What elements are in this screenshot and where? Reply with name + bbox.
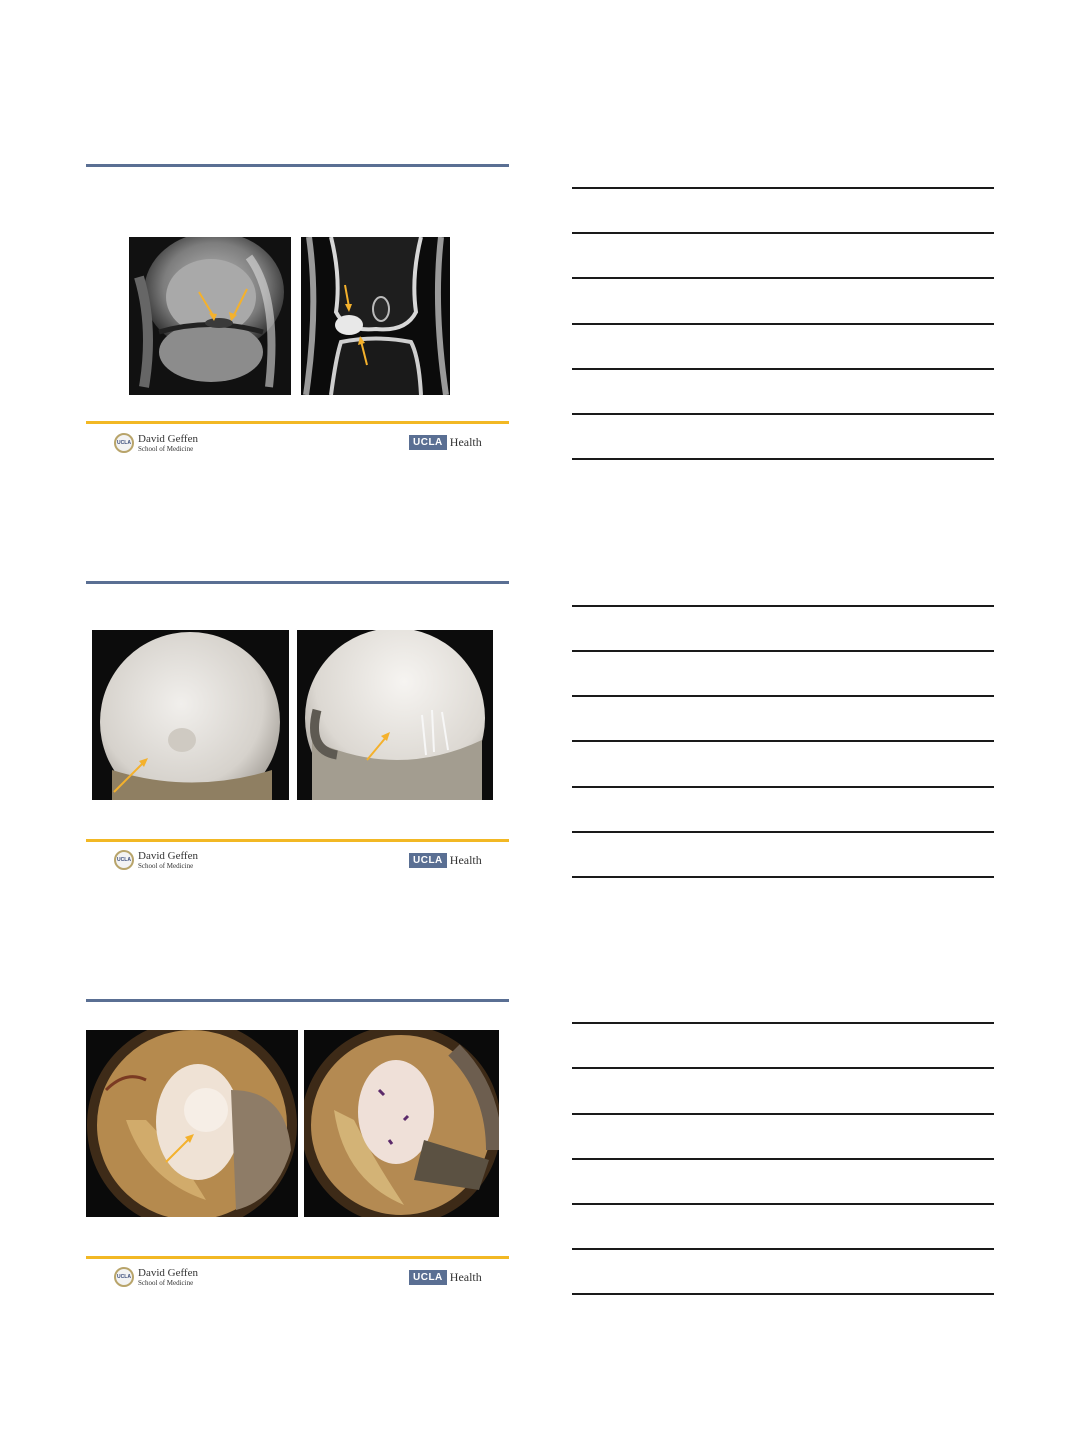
school-name-line2: School of Medicine xyxy=(138,861,194,870)
health-wordmark: Health xyxy=(449,1270,482,1284)
dgsom-logo xyxy=(114,1267,198,1287)
note-line xyxy=(572,1113,994,1115)
note-line xyxy=(572,1067,994,1069)
school-name-line1: David Geffen xyxy=(138,1266,198,1279)
ucla-wordmark: UCLA xyxy=(409,853,447,868)
slide-3 xyxy=(86,0,509,1310)
ucla-wordmark: UCLA xyxy=(409,1270,447,1285)
note-line xyxy=(572,1248,994,1250)
ucla-wordmark: UCLA xyxy=(409,435,447,450)
school-name-line1: David Geffen xyxy=(138,849,198,862)
school-name-line2: School of Medicine xyxy=(138,444,194,453)
arthroscopy-lesion-image-1 xyxy=(86,1030,298,1217)
health-wordmark: Health xyxy=(449,435,482,449)
note-line xyxy=(572,1158,994,1160)
ucla-health-logo xyxy=(409,1270,482,1285)
health-wordmark: Health xyxy=(449,853,482,867)
ucla-seal-icon: UCLA xyxy=(114,433,134,453)
notes-area-3 xyxy=(572,0,994,1310)
ucla-seal-icon: UCLA xyxy=(114,1267,134,1287)
note-line xyxy=(572,1293,994,1295)
school-name-line2: School of Medicine xyxy=(138,1278,194,1287)
note-line xyxy=(572,1022,994,1024)
arthroscopy-lesion-image-2 xyxy=(304,1030,499,1217)
slide-top-rule xyxy=(86,999,509,1002)
slide-bottom-rule xyxy=(86,1256,509,1259)
school-name-line1: David Geffen xyxy=(138,432,198,445)
ucla-seal-icon: UCLA xyxy=(114,850,134,870)
note-line xyxy=(572,1203,994,1205)
